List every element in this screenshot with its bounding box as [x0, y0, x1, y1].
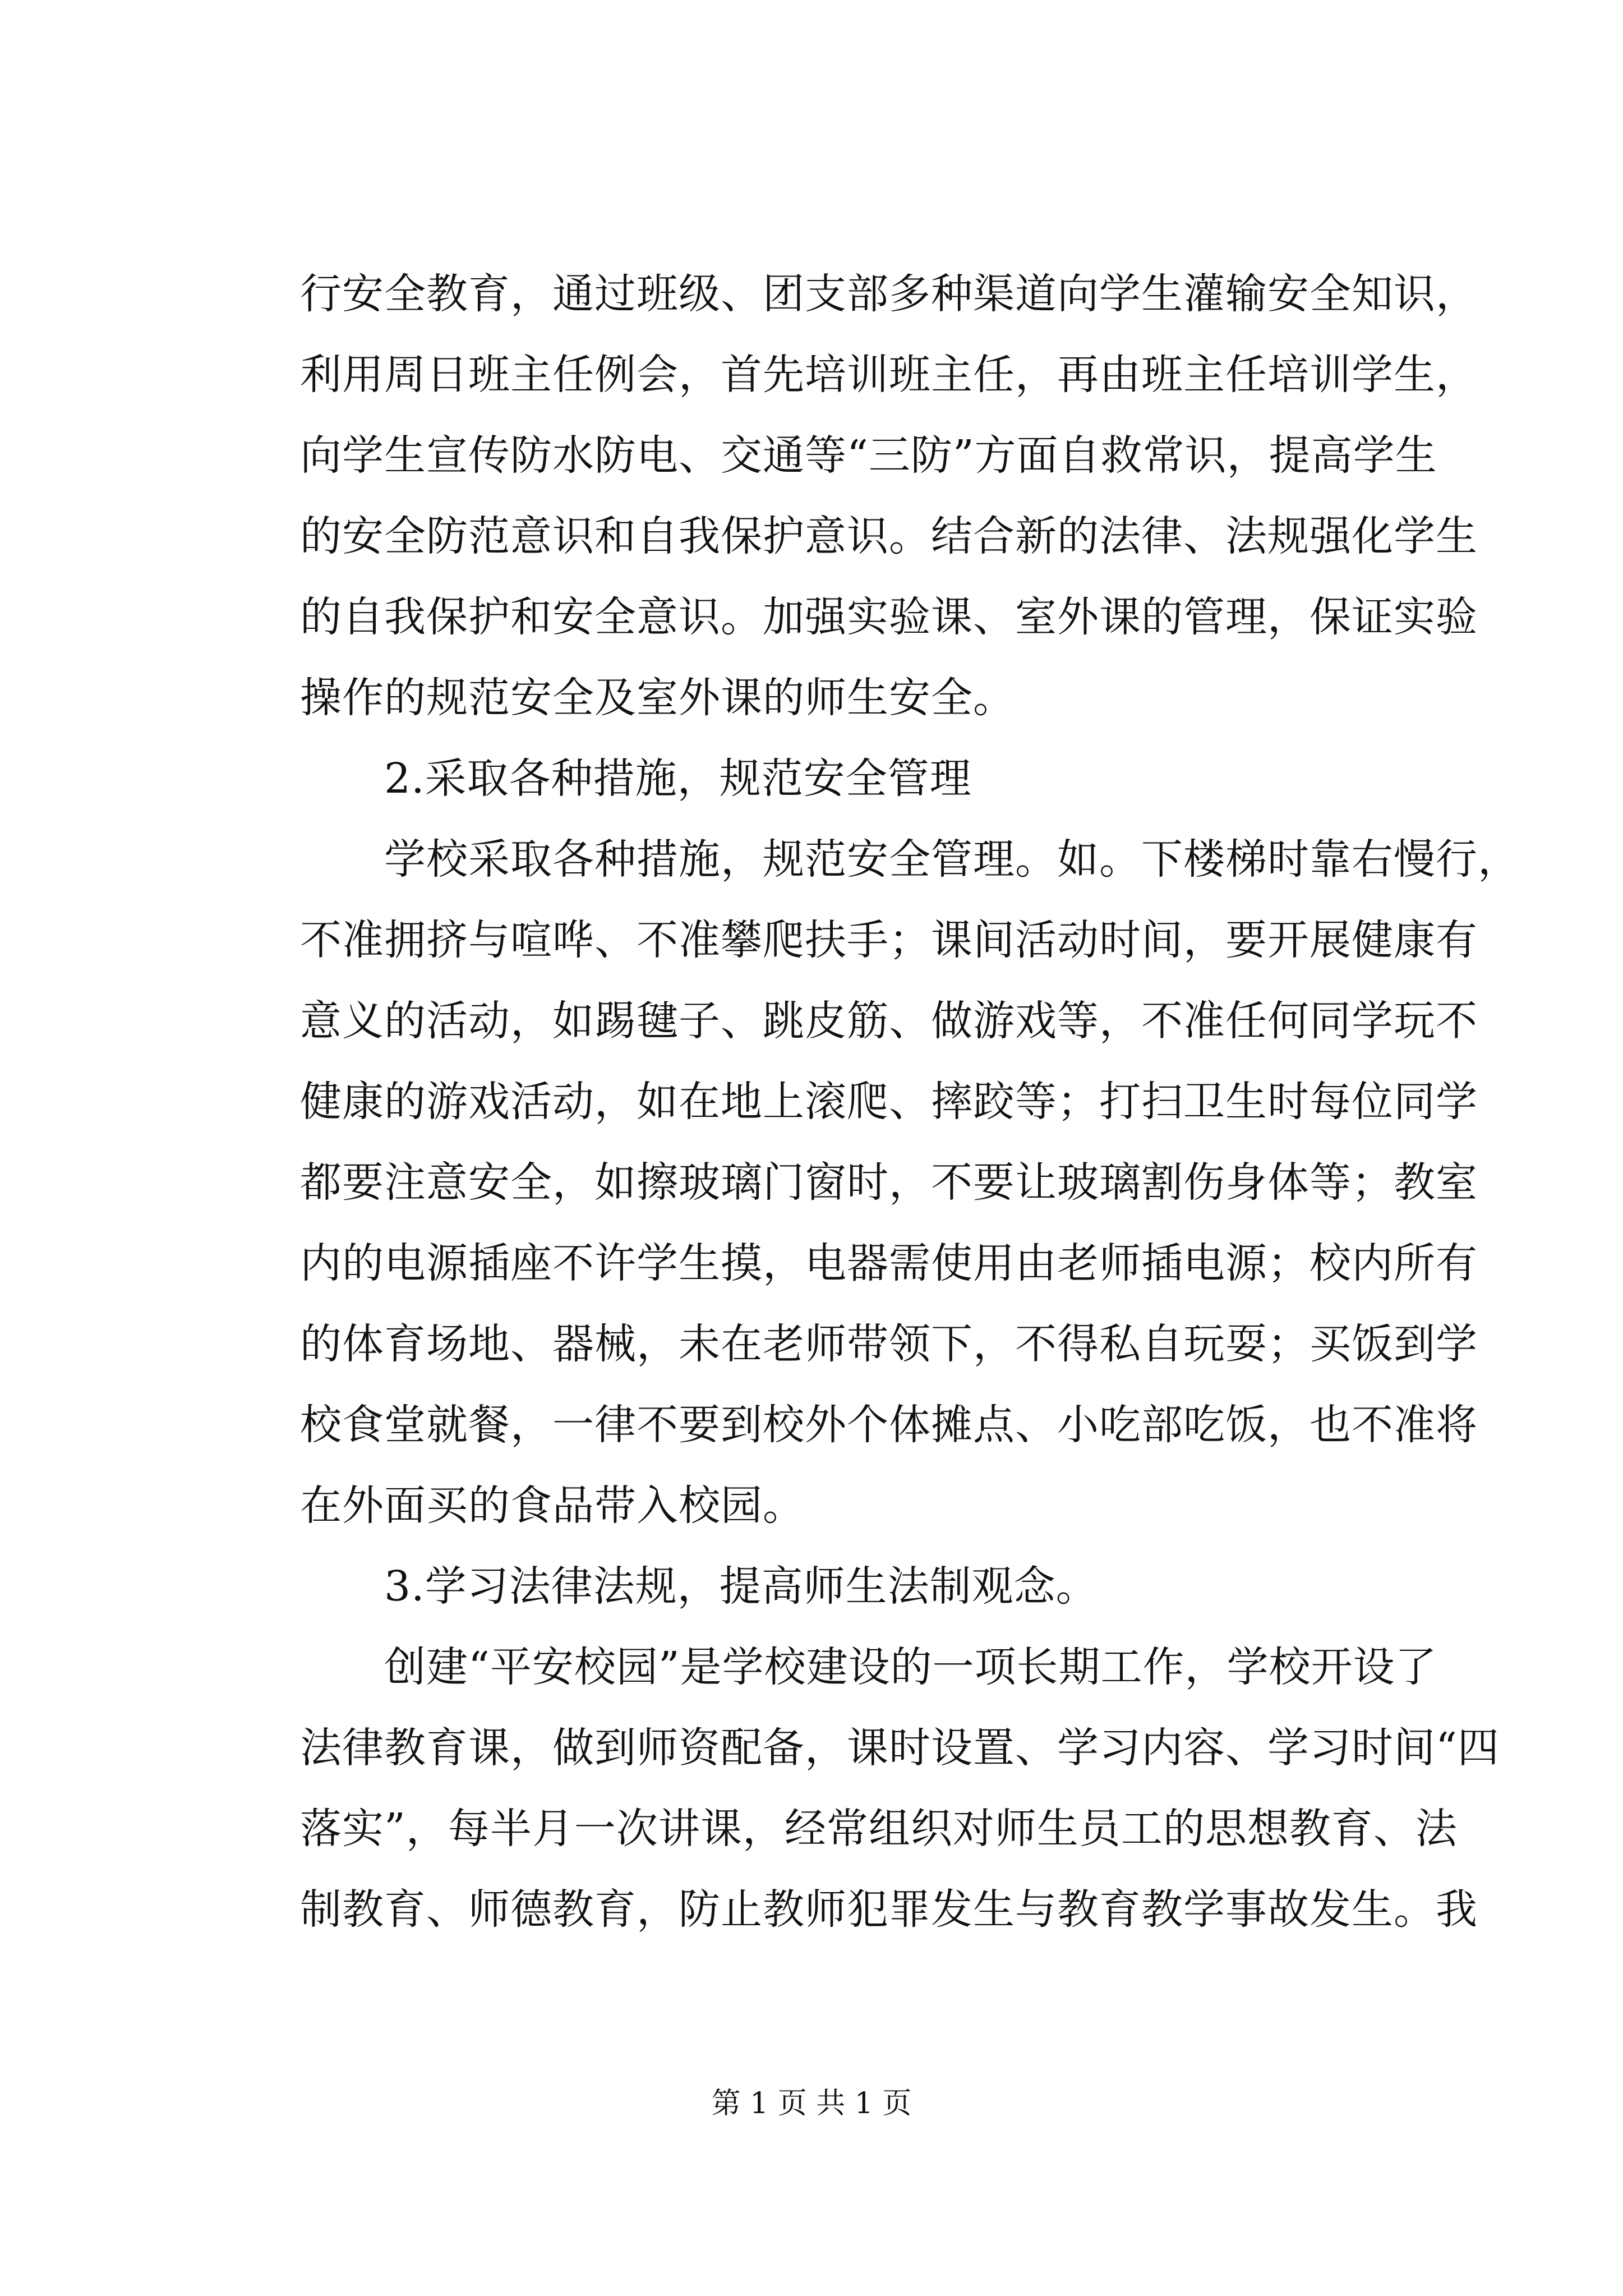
text-line: 利用周日班主任例会，首先培训班主任，再由班主任培训学生， — [300, 351, 1478, 399]
text-line: 的安全防范意识和自我保护意识。结合新的法律、法规强化学生 — [300, 512, 1478, 560]
section-heading: 3.学习法律法规，提高师生法制观念。 — [384, 1562, 1098, 1611]
text-line: 制教育、师德教育，防止教师犯罪发生与教育教学事故发生。我 — [300, 1885, 1478, 1934]
text-line: 操作的规范安全及室外课的师生安全。 — [300, 674, 1015, 722]
text-line: 不准拥挤与喧哗、不准攀爬扶手；课间活动时间，要开展健康有 — [300, 916, 1478, 964]
text-line: 行安全教育，通过班级、团支部多种渠道向学生灌输安全知识， — [300, 270, 1478, 318]
text-line: 都要注意安全，如擦玻璃门窗时，不要让玻璃割伤身体等；教室 — [300, 1158, 1478, 1207]
text-line: 校食堂就餐，一律不要到校外个体摊点、小吃部吃饭，也不准将 — [300, 1401, 1478, 1449]
text-line: 法律教育课，做到师资配备，课时设置、学习内容、学习时间“四 — [300, 1724, 1500, 1772]
paragraph-first-line: 创建“平安校园”是学校建设的一项长期工作，学校开设了 — [384, 1643, 1437, 1691]
section-heading: 2.采取各种措施，规范安全管理 — [384, 754, 972, 803]
text-line: 的自我保护和安全意识。加强实验课、室外课的管理，保证实验 — [300, 593, 1478, 641]
page-number-footer: 第 1 页 共 1 页 — [711, 2087, 912, 2120]
text-line: 意义的活动，如踢毽子、跳皮筋、做游戏等，不准任何同学玩不 — [300, 997, 1478, 1045]
text-line: 在外面买的食品带入校园。 — [300, 1481, 805, 1530]
document-body — [300, 254, 1520, 1950]
text-line: 健康的游戏活动，如在地上滚爬、摔跤等；打扫卫生时每位同学 — [300, 1078, 1478, 1126]
text-line: 内的电源插座不许学生摸，电器需使用由老师插电源；校内所有 — [300, 1239, 1478, 1287]
text-line: 向学生宣传防水防电、交通等“三防”方面自救常识，提高学生 — [300, 431, 1437, 480]
text-line: 的体育场地、器械，未在老师带领下，不得私自玩耍；买饭到学 — [300, 1320, 1478, 1368]
text-line: 落实”，每半月一次讲课，经常组织对师生员工的思想教育、法 — [300, 1805, 1458, 1853]
paragraph-first-line: 学校采取各种措施，规范安全管理。如。下楼梯时靠右慢行， — [384, 835, 1520, 884]
